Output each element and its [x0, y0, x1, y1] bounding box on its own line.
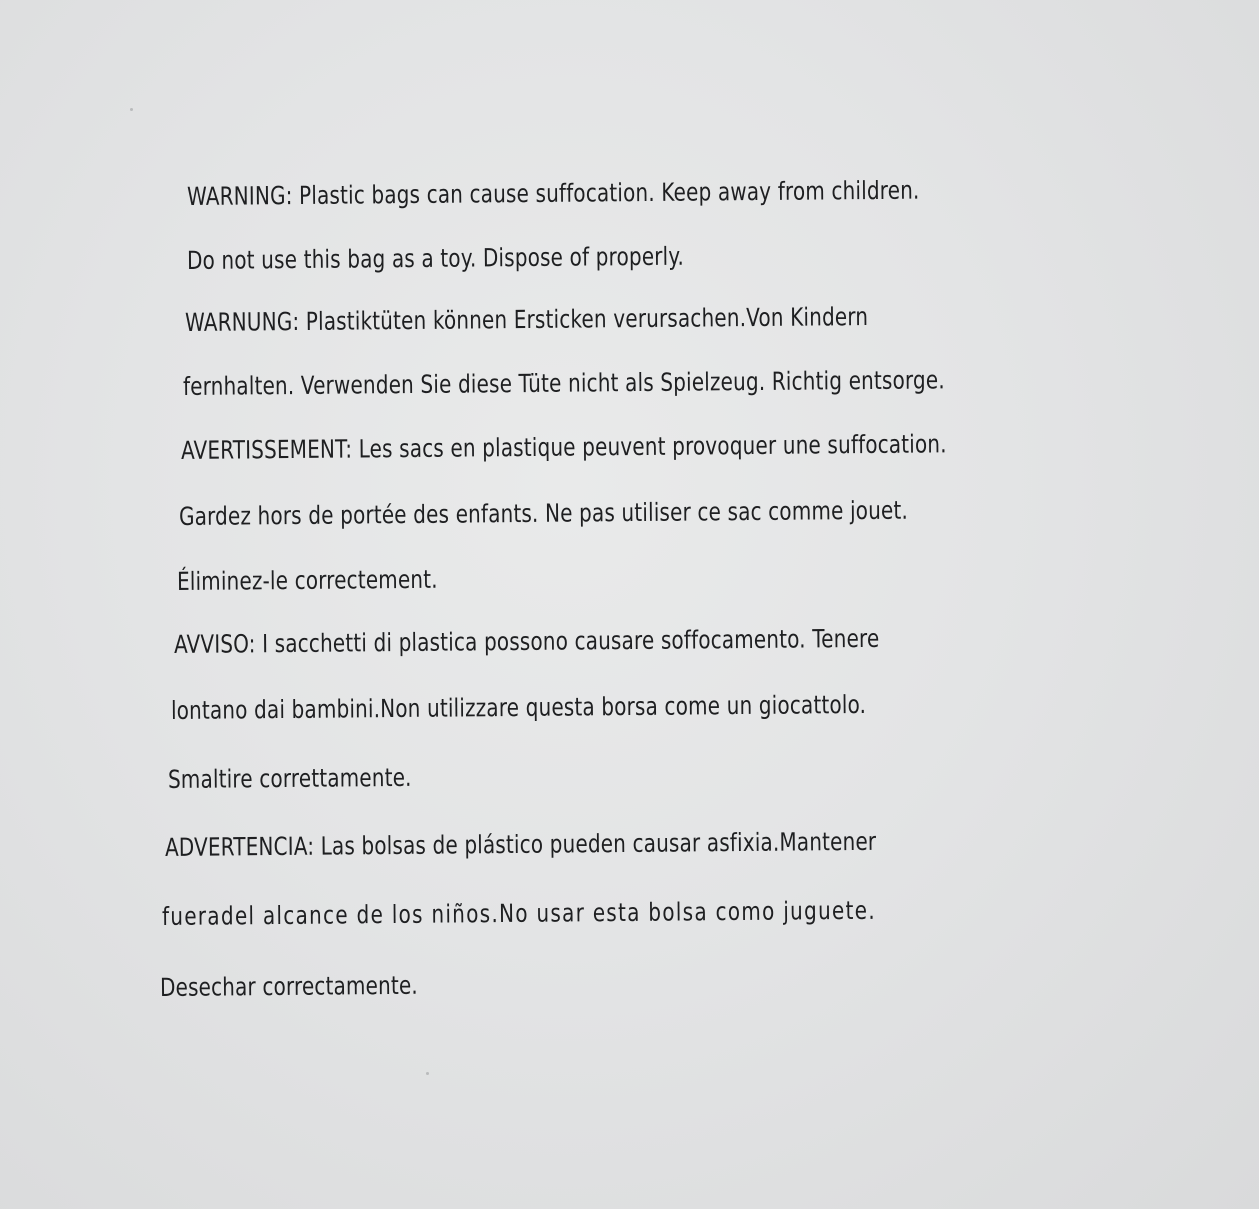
warning-de-line-1: WARNUNG: Plastiktüten können Ersticken verursachen.Von Kindern [184, 302, 869, 337]
warning-fr-line-3: Éliminez-le correctement. [176, 564, 438, 596]
dust-speck [130, 108, 133, 111]
dust-speck [426, 1072, 429, 1075]
warning-es-line-2: fueradel alcance de los niños.No usar esta bolsa como juguete. [161, 895, 877, 931]
warning-en-line-2: Do not use this bag as a toy. Dispose of properly. [186, 241, 685, 275]
warning-de-line-2: fernhalten. Verwenden Sie diese Tüte nicht als Spielzeug. Richtig entsorge. [182, 365, 945, 401]
warning-it-line-2: lontano dai bambini.Non utilizzare questa borsa come un giocattolo. [170, 689, 867, 725]
warning-it-line-1: AVVISO: I sacchetti di plastica possono causare soffocamento. Tenere [173, 623, 880, 659]
warning-en-line-1: WARNING: Plastic bags can cause suffocation. Keep away from children. [186, 175, 920, 211]
warning-it-line-3: Smaltire correttamente. [167, 762, 412, 794]
warning-fr-line-1: AVERTISSEMENT: Les sacs en plastique peuvent provoquer une suffocation. [180, 429, 947, 465]
warning-es-line-1: ADVERTENCIA: Las bolsas de plástico pueden causar asfixia.Mantener [164, 826, 877, 862]
warning-fr-line-2: Gardez hors de portée des enfants. Ne pas utiliser ce sac comme jouet. [178, 495, 909, 531]
warning-es-line-3: Desechar correctamente. [159, 970, 418, 1002]
